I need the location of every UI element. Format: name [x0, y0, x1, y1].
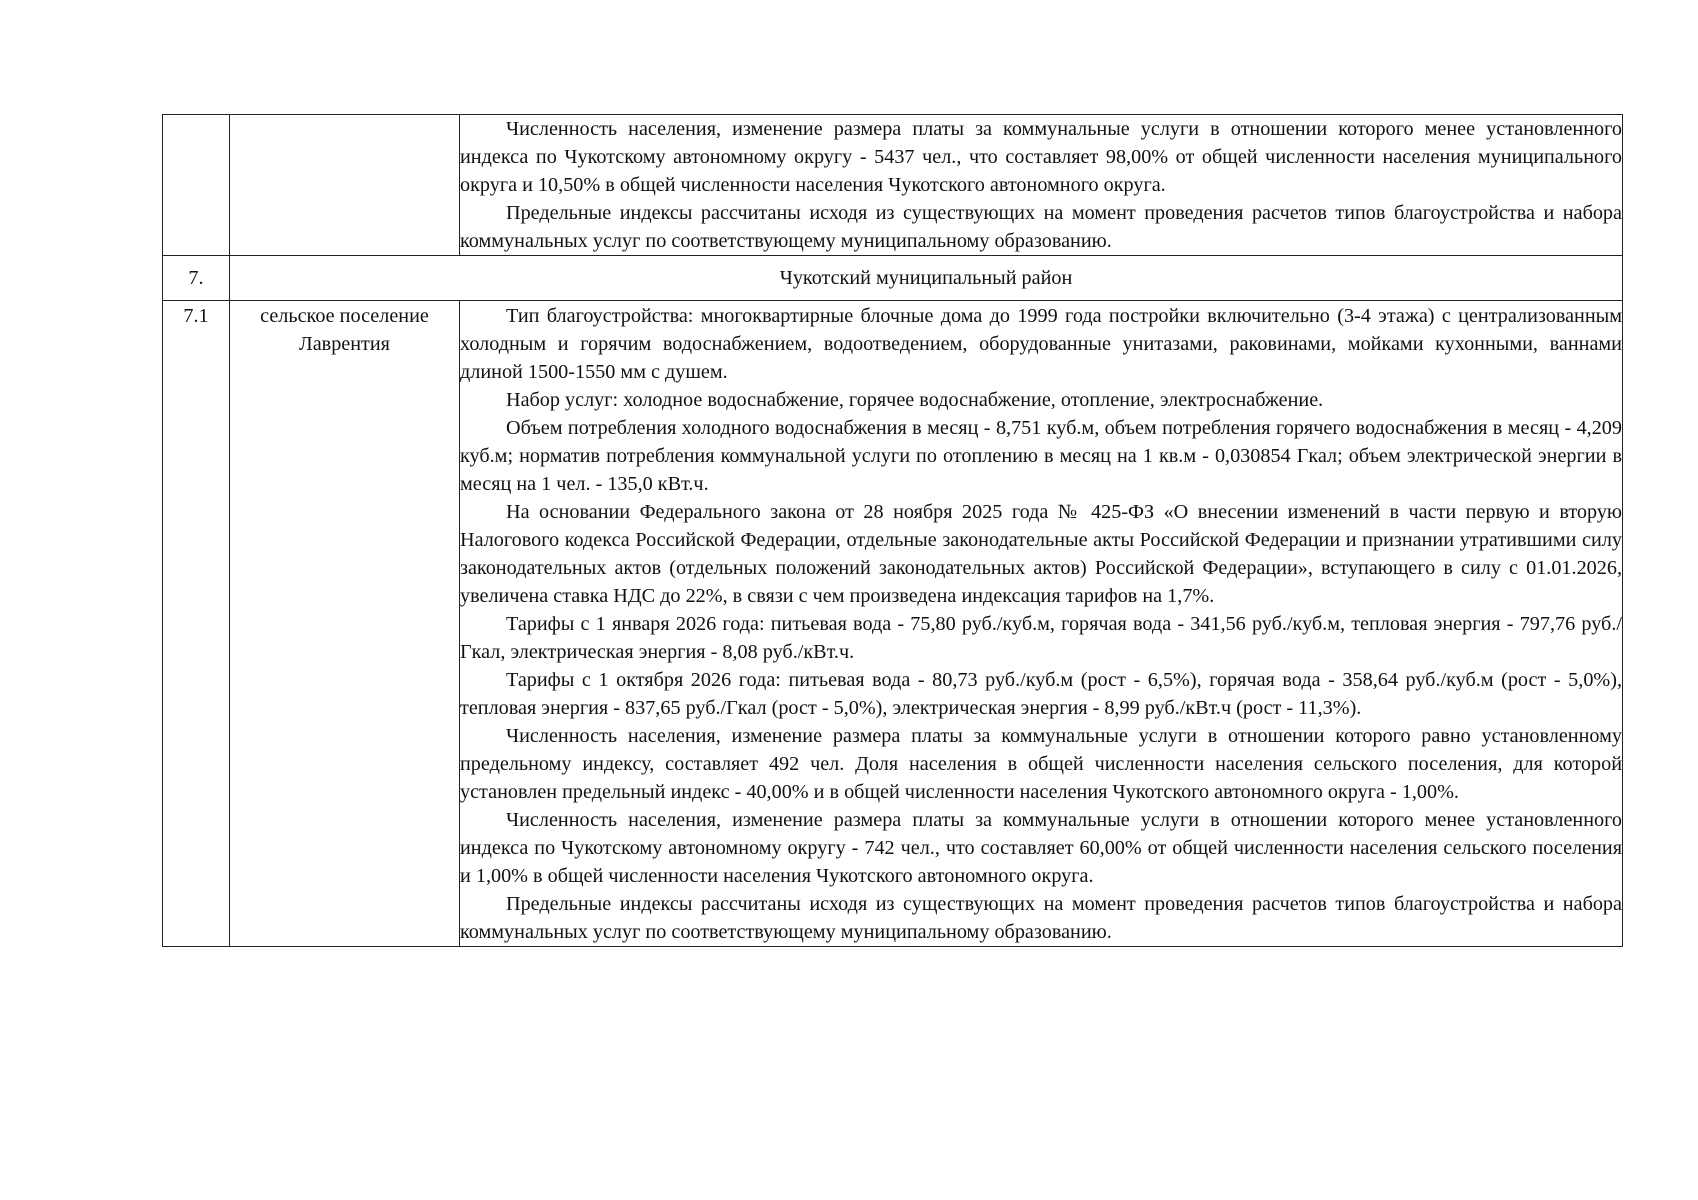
section-title-cell: Чукотский муниципальный район — [230, 256, 1623, 301]
table-row-section — [163, 256, 1623, 301]
paragraph: Набор услуг: холодное водоснабжение, горячее водоснабжение, отопление, электроснабжение. — [506, 389, 1324, 411]
section-number-cell: 7. — [163, 256, 230, 301]
description-cell — [460, 301, 1623, 947]
paragraph: Тарифы с 1 октября 2026 года: питьевая вода - 80,73 руб./куб.м (рост - 6,5%), горячая вода - 358,64 руб./куб.м (рост - 5,0%), тепловая энергия - 837,65 руб./Гкал (рост - 5,0%), электрическая энергия - 8,99 руб./кВт.ч (рост - 11,3%). — [460, 669, 1622, 719]
paragraph: На основании Федерального закона от 28 ноября 2025 года № 425-ФЗ «О внесении изменений в части первую и вторую Налогового кодекса Российской Федерации, отдельные законодательные акты Российской Федерации и признании утратившими силу законодательных актов (отдельных положений законодательных актов) Российской Федерации», вступающего в силу с 01.01.2026, увеличена ставка НДС до 22%, в связи с чем произведена индексация тарифов на 1,7%. — [460, 501, 1622, 607]
tariff-index-table — [162, 114, 1623, 947]
municipality-name-cell — [230, 115, 460, 256]
municipality-name-cell: сельское поселение Лаврентия — [230, 301, 460, 947]
paragraph: Объем потребления холодного водоснабжения в месяц - 8,751 куб.м, объем потребления горячего водоснабжения в месяц - 4,209 куб.м; норматив потребления коммунальной услуги по отоплению в месяц на 1 кв.м - 0,030854 Гкал; объем электрической энергии в месяц на 1 чел. - 135,0 кВт.ч. — [460, 417, 1622, 495]
description-cell — [460, 115, 1623, 256]
table-row-continuation — [163, 115, 1623, 256]
row-number-cell: 7.1 — [163, 301, 230, 947]
row-number-cell — [163, 115, 230, 256]
paragraph: Предельные индексы рассчитаны исходя из существующих на момент проведения расчетов типов благоустройства и набора коммунальных услуг по соответствующему муниципальному образованию. — [460, 202, 1622, 252]
paragraph: Тарифы с 1 января 2026 года: питьевая вода - 75,80 руб./куб.м, горячая вода - 341,56 руб./куб.м, тепловая энергия - 797,76 руб./Гкал, электрическая энергия - 8,08 руб./кВт.ч. — [460, 613, 1622, 663]
paragraph: Численность населения, изменение размера платы за коммунальные услуги в отношении которого равно установленному предельному индексу, составляет 492 чел. Доля населения в общей численности населения сельского поселения, для которой установлен предельный индекс - 40,00% и в общей численности населения Чукотского автономного округа - 1,00%. — [460, 725, 1622, 803]
paragraph: Численность населения, изменение размера платы за коммунальные услуги в отношении которого менее установленного индекса по Чукотскому автономному округу - 742 чел., что составляет 60,00% от общей численности населения сельского поселения и 1,00% в общей численности населения Чукотского автономного округа. — [460, 809, 1622, 887]
paragraph: Численность населения, изменение размера платы за коммунальные услуги в отношении которого менее установленного индекса по Чукотскому автономному округу - 5437 чел., что составляет 98,00% от общей численности населения муниципального округа и 10,50% в общей численности населения Чукотского автономного округа. — [460, 118, 1622, 196]
paragraph: Предельные индексы рассчитаны исходя из существующих на момент проведения расчетов типов благоустройства и набора коммунальных услуг по соответствующему муниципальному образованию. — [460, 893, 1622, 943]
paragraph: Тип благоустройства: многоквартирные блочные дома до 1999 года постройки включительно (3-4 этажа) с централизованным холодным и горячим водоснабжением, водоотведением, оборудованные унитазами, раковинами, мойками кухонными, ваннами длиной 1500-1550 мм с душем. — [460, 305, 1622, 383]
table-row-lavrentiya — [163, 301, 1623, 947]
